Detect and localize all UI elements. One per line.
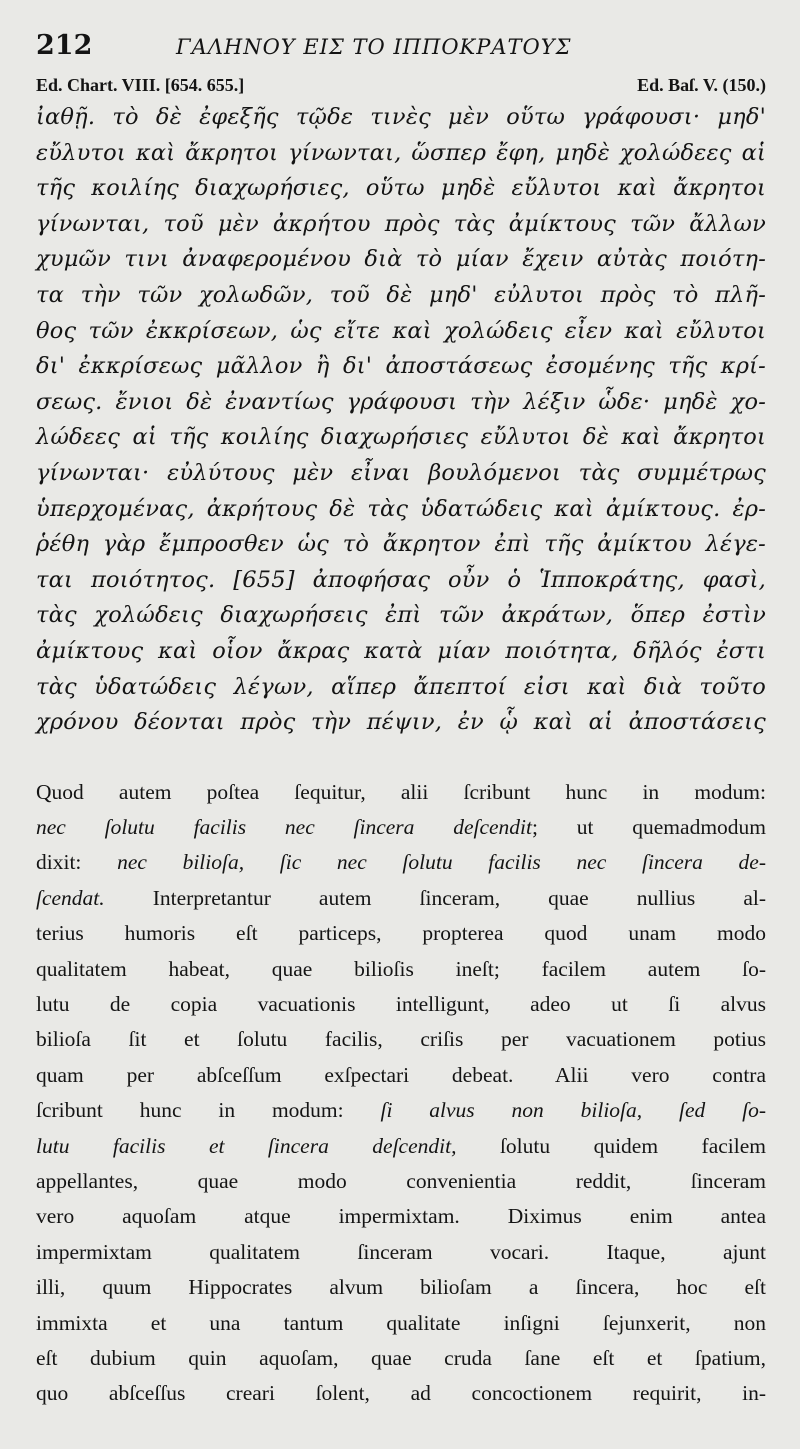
- greek-text-line: εὔλυτοι καὶ ἄκρητοι γίνωνται, ὥσπερ ἔφη, μηδὲ χολώδεες αἱ: [36, 139, 766, 166]
- greek-text-line: τὰς χολώδεις διαχωρήσεις ἐπὶ τῶν ἀκράτων, ὅπερ ἐστὶν: [36, 602, 766, 629]
- latin-text-segment: qualitatem habeat, quae bilioſis ineſt; facilem autem ſo-: [36, 956, 766, 981]
- greek-text-line: γίνωνται· εὐλύτους μὲν εἶναι βουλόμενοι τὰς συμμέτρως: [36, 459, 766, 486]
- greek-text-line: ὑπερχομένας, ἀκρήτους δὲ τὰς ὑδατώδεις καὶ ἀμίκτους. ἐρ-: [36, 495, 766, 522]
- latin-text-segment: bilioſa ſit et ſolutu facilis, criſis per vacuationem potius: [36, 1027, 766, 1052]
- running-title: ΓΑΛΗΝΟΥ ΕΙΣ ΤΟ ΙΠΠΟΚΡΑΤΟΥΣ: [176, 35, 572, 59]
- latin-quoted-lemma: nec bilioſa, ſic nec ſolutu facilis nec ſincera de-: [117, 850, 766, 875]
- latin-text-segment: quo abſceſſus creari ſolent, ad concoctionem requirit, in-: [36, 1381, 766, 1406]
- latin-text-line: [36, 810, 766, 845]
- latin-text-segment: ſcribunt hunc in modum:: [36, 1098, 381, 1123]
- latin-text-segment: dixit:: [36, 850, 118, 875]
- page-number: 212: [36, 30, 93, 61]
- latin-quoted-lemma: lutu facilis et ſincera deſcendit,: [36, 1133, 457, 1158]
- greek-text-block: [36, 100, 766, 741]
- greek-text-line: γίνωνται, τοῦ μὲν ἀκρήτου πρὸς τὰς ἀμίκτους τῶν ἄλλων: [36, 210, 766, 237]
- latin-text-block: [36, 775, 766, 1412]
- latin-text-segment: illi, quum Hippocrates alvum bilioſam a ſincera, hoc eſt: [36, 1275, 766, 1300]
- latin-text-segment: terius humoris eſt particeps, propterea quod unam modo: [36, 921, 766, 946]
- latin-text-segment: lutu de copia vacuationis intelligunt, adeo ut ſi alvus: [36, 992, 766, 1017]
- latin-text-line: [36, 952, 766, 987]
- greek-text-line: ῥέθη γὰρ ἔμπροσθεν ὡς τὸ ἄκρητον ἐπὶ τῆς ἀμίκτου λέγε-: [36, 531, 766, 558]
- greek-text-line: ἀμίκτους καὶ οἷον ἄκρας κατὰ μίαν ποιότητα, δῆλός ἐστι: [36, 637, 766, 664]
- latin-text-line: [36, 881, 766, 916]
- greek-text-line: τα τὴν τῶν χολωδῶν, τοῦ δὲ μηδ' εὐλυτοι πρὸς τὸ πλῆ-: [36, 281, 766, 308]
- latin-text-line: [36, 987, 766, 1022]
- latin-text-segment: vero aquoſam atque impermixtam. Diximus enim antea: [36, 1204, 766, 1229]
- latin-text-segment: quam per abſceſſum exſpectari debeat. Alii vero contra: [36, 1062, 766, 1087]
- greek-text-line: τὰς ὑδατώδεις λέγων, αἵπερ ἄπεπτοί εἰσι καὶ διὰ τοῦτο: [36, 673, 766, 700]
- greek-text-line: σεως. ἔνιοι δὲ ἐναντίως γράφουσι τὴν λέξιν ὧδε· μηδὲ χο-: [36, 388, 766, 415]
- latin-text-line: [36, 1376, 766, 1411]
- latin-text-line: [36, 1235, 766, 1270]
- latin-text-line: [36, 1306, 766, 1341]
- latin-text-line: [36, 1341, 766, 1376]
- edition-reference-line: [36, 70, 766, 100]
- latin-text-line: [36, 1270, 766, 1305]
- latin-text-segment: immixta et una tantum qualitate inſigni ſejunxerit, non: [36, 1310, 766, 1335]
- edition-chart-reference: Ed. Chart. VIII. [654. 655.]: [36, 74, 245, 95]
- latin-text-segment: appellantes, quae modo convenientia reddit, ſinceram: [36, 1168, 766, 1193]
- latin-quoted-lemma: ſcendat.: [36, 885, 105, 910]
- latin-quoted-lemma: nec ſolutu facilis nec ſincera deſcendit: [36, 815, 532, 840]
- edition-basel-reference: Ed. Baſ. V. (150.): [637, 74, 766, 95]
- latin-quoted-lemma: ſi alvus non bilioſa, ſed ſo-: [380, 1098, 767, 1123]
- greek-text-line: θος τῶν ἐκκρίσεων, ὡς εἴτε καὶ χολώδεις εἶεν καὶ εὔλυτοι: [36, 317, 766, 344]
- greek-text-line: χρόνου δέονται πρὸς τὴν πέψιν, ἐν ᾧ καὶ αἱ ἀποστάσεις: [36, 709, 766, 736]
- latin-text-line: [36, 1164, 766, 1199]
- latin-text-segment: ſolutu quidem facilem: [456, 1133, 766, 1158]
- latin-text-line: [36, 1199, 766, 1234]
- greek-text-line: χυμῶν τινι ἀναφερομένου διὰ τὸ μίαν ἔχειν αὐτὰς ποιότη-: [36, 246, 766, 273]
- greek-text-line: ται ποιότητος. [655] ἀποφήσας οὖν ὁ Ἱπποκράτης, φασὶ,: [36, 566, 766, 593]
- latin-text-segment: Interpretantur autem ſinceram, quae nullius al-: [104, 885, 766, 910]
- latin-text-line: [36, 1058, 766, 1093]
- latin-text-line: [36, 1093, 766, 1128]
- greek-text-line: τῆς κοιλίης διαχωρήσιες, οὕτω μηδὲ εὔλυτοι καὶ ἄκρητοι: [36, 175, 766, 202]
- latin-text-line: [36, 1022, 766, 1057]
- latin-text-line: [36, 1129, 766, 1164]
- greek-text-line: δι' ἐκκρίσεως μᾶλλον ἢ δι' ἀποστάσεως ἐσομένης τῆς κρί-: [36, 353, 766, 380]
- latin-text-line: [36, 916, 766, 951]
- greek-text-line: λώδεες αἱ τῆς κοιλίης διαχωρήσιες εὔλυτοι δὲ καὶ ἄκρητοι: [36, 424, 766, 451]
- latin-text-segment: impermixtam qualitatem ſinceram vocari. Itaque, ajunt: [36, 1239, 766, 1264]
- latin-text-line: [36, 775, 766, 810]
- latin-text-segment: eſt dubium quin aquoſam, quae cruda ſane eſt et ſpatium,: [36, 1345, 766, 1370]
- page-header: [36, 30, 766, 70]
- latin-text-line: [36, 845, 766, 880]
- latin-text-segment: Quod autem poſtea ſequitur, alii ſcribunt hunc in modum:: [36, 779, 766, 804]
- greek-text-line: ἰαθῇ. τὸ δὲ ἐφεξῆς τῷδε τινὲς μὲν οὕτω γράφουσι· μηδ': [36, 104, 766, 130]
- latin-text-segment: ; ut quemadmodum: [532, 815, 767, 840]
